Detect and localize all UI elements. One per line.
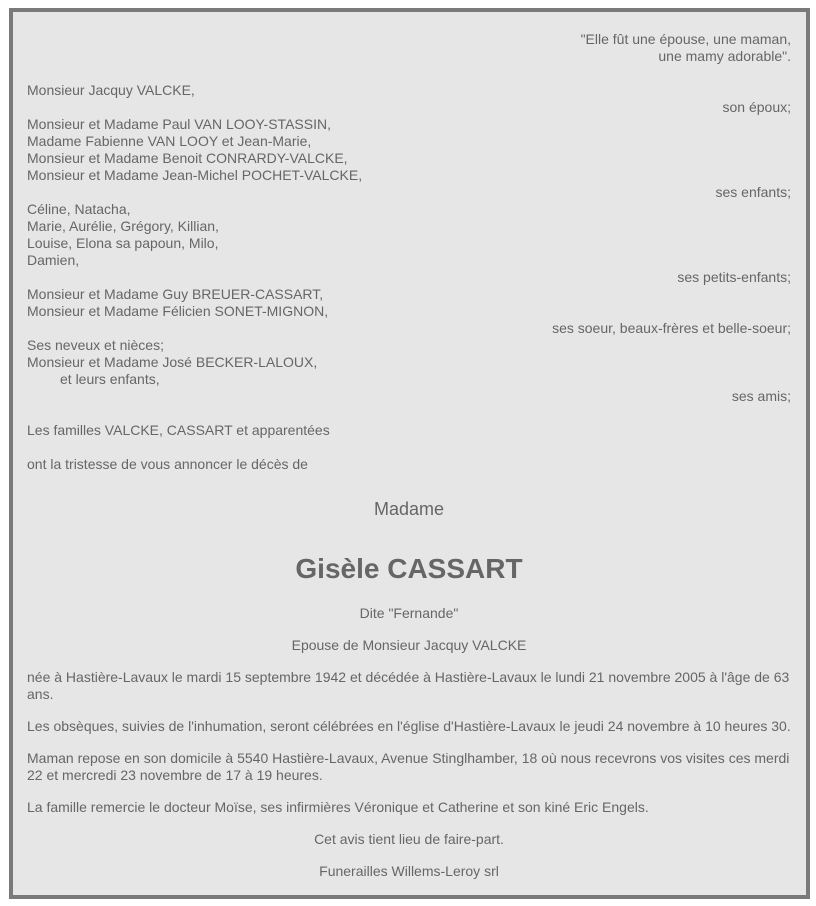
mourner-name: Céline, Natacha,: [27, 201, 131, 217]
relation-label: son époux;: [722, 99, 791, 115]
mourner-name: Monsieur et Madame Félicien SONET-MIGNON,: [27, 303, 329, 319]
birth-death-paragraph: née à Hastière-Lavaux le mardi 15 septembre 1942 et décédée à Hastière-Lavaux le lundi 21 novembre 2005 à l'âge de 63 ans.: [27, 669, 790, 702]
relation-label: ses enfants;: [715, 184, 791, 200]
mourner-name: Louise, Elona sa papoun, Milo,: [27, 235, 219, 251]
quote-line: "Elle fût une épouse, une maman,: [580, 31, 791, 47]
visits-paragraph: Maman repose en son domicile à 5540 Hastière-Lavaux, Avenue Stinglhamber, 18 où nous recevrons vos visites ces merdi 22 et mercredi 23 novembre de 17 à 19 heures.: [27, 750, 790, 783]
quote-line: une mamy adorable".: [658, 48, 791, 64]
deceased-name: Gisèle CASSART: [295, 553, 523, 584]
quote-block: [27, 31, 791, 65]
deceased-title: Madame: [373, 499, 445, 519]
relation-label: ses soeur, beaux-frères et belle-soeur;: [552, 320, 791, 336]
families-line: Les familles VALCKE, CASSART et apparentées: [27, 422, 330, 438]
spouse-line: Epouse de Monsieur Jacquy VALCKE: [291, 637, 527, 653]
announce-line: ont la tristesse de vous annoncer le décès de: [27, 456, 308, 472]
mourner-name: Damien,: [27, 252, 80, 268]
thanks-paragraph: La famille remercie le docteur Moïse, ses infirmières Véronique et Catherine et son kiné Eric Engels.: [27, 799, 649, 815]
obituary-content: [27, 31, 791, 880]
mourner-name: Ses neveux et nièces;: [27, 337, 164, 353]
mourner-name: Monsieur Jacquy VALCKE,: [27, 82, 195, 98]
mourner-name: Monsieur et Madame Guy BREUER-CASSART,: [27, 286, 324, 302]
mourner-name: et leurs enfants,: [60, 371, 160, 387]
mourner-name: Monsieur et Madame Paul VAN LOOY-STASSIN,: [27, 116, 331, 132]
mourner-name: Marie, Aurélie, Grégory, Killian,: [27, 218, 219, 234]
obituary-card: [9, 8, 810, 899]
funeral-paragraph: Les obsèques, suivies de l'inhumation, seront célébrées en l'église d'Hastière-Lavaux le jeudi 24 novembre à 10 heures 30.: [27, 718, 791, 734]
notice-line: Cet avis tient lieu de faire-part.: [314, 831, 504, 847]
mourner-name: Monsieur et Madame Jean-Michel POCHET-VALCKE,: [27, 167, 363, 183]
mourner-name: Monsieur et Madame Benoit CONRARDY-VALCKE,: [27, 150, 348, 166]
mourner-name: Madame Fabienne VAN LOOY et Jean-Marie,: [27, 133, 312, 149]
relation-label: ses amis;: [731, 388, 791, 404]
relation-label: ses petits-enfants;: [677, 269, 791, 285]
funeral-home: Funerailles Willems-Leroy srl: [319, 863, 499, 879]
mourner-name: Monsieur et Madame José BECKER-LALOUX,: [27, 354, 318, 370]
deceased-alias: Dite "Fernande": [359, 605, 459, 621]
